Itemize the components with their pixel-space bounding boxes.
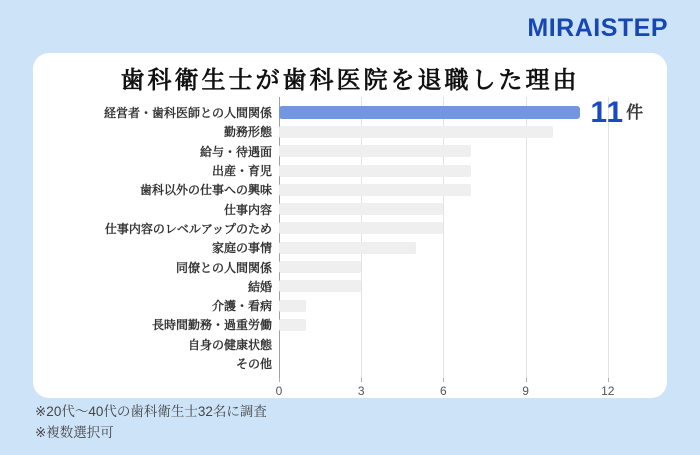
tick-mark (526, 378, 527, 382)
category-label: 経営者・歯科医師との人間関係 (103, 106, 272, 121)
bar (279, 165, 471, 177)
x-tick-label: 9 (522, 384, 529, 398)
category-label: 仕事内容 (223, 202, 272, 217)
chart-row (33, 180, 667, 199)
chart-row (33, 161, 667, 180)
category-label: その他 (235, 357, 272, 371)
category-label: 同僚との人間関係 (175, 260, 272, 275)
tick-mark (443, 378, 444, 382)
bar-track (279, 257, 667, 276)
bar-track (279, 161, 667, 180)
x-tick-label: 3 (357, 384, 365, 398)
bar-track (279, 180, 667, 199)
bar-track (279, 122, 667, 141)
footnotes (35, 402, 267, 444)
bar (279, 319, 306, 331)
bar (279, 280, 361, 292)
tick-mark (608, 378, 609, 382)
bar-track (279, 335, 667, 354)
bar-track (279, 199, 667, 218)
chart-row (33, 122, 667, 141)
bar-track (279, 95, 667, 129)
bar (279, 184, 471, 196)
bar-chart (33, 95, 667, 373)
x-axis (275, 378, 661, 400)
bar-track (279, 315, 667, 334)
annotation-value: 11 (590, 95, 625, 129)
chart-row (33, 277, 667, 296)
bar (279, 261, 361, 273)
chart-card (33, 53, 667, 398)
chart-row (33, 354, 667, 373)
bar (279, 126, 553, 138)
footnote-line: ※20代〜40代の歯科衛生士32名に調査 (35, 404, 267, 419)
mirastep-logo: MIRAISTEP (527, 14, 668, 42)
x-tick-label: 6 (440, 384, 447, 398)
chart-row (33, 257, 667, 276)
category-label: 仕事内容のレベルアップのため (104, 221, 272, 236)
bar (279, 300, 306, 312)
chart-row (33, 238, 667, 257)
chart-row (33, 95, 667, 129)
chart-row (33, 296, 667, 315)
highlight-bar (279, 106, 580, 119)
chart-row (33, 315, 667, 334)
bar-track (279, 277, 667, 296)
bar-track (279, 219, 667, 238)
bar-track (279, 296, 667, 315)
x-tick-label: 0 (275, 384, 283, 398)
bar (279, 203, 443, 215)
chart-row (33, 219, 667, 238)
category-label: 給与・待遇面 (199, 144, 272, 159)
category-label: 自身の健康状態 (187, 337, 272, 352)
category-label: 介護・看病 (211, 299, 272, 314)
category-label: 家庭の事情 (211, 241, 272, 256)
bar (279, 222, 443, 234)
category-label: 長時間勤務・過重労働 (151, 318, 272, 333)
bar-track (279, 238, 667, 257)
bar (279, 242, 416, 254)
tick-mark (361, 378, 362, 382)
tick-mark (279, 378, 280, 382)
bar-track (279, 142, 667, 161)
chart-row (33, 199, 667, 218)
bar-track (279, 354, 667, 373)
category-label: 歯科以外の仕事への興味 (139, 183, 272, 198)
bar (279, 145, 471, 157)
chart-row (33, 335, 667, 354)
x-tick-label: 12 (601, 384, 615, 398)
chart-row (33, 142, 667, 161)
category-label: 出産・育児 (211, 164, 272, 179)
chart-title: 歯科衛生士が歯科医院を退職した理由 (120, 65, 580, 94)
category-label: 結婚 (247, 279, 272, 294)
annotation-unit: 件 (626, 103, 644, 123)
footnote-line: ※複数選択可 (35, 424, 114, 440)
category-label: 勤務形態 (223, 125, 272, 140)
